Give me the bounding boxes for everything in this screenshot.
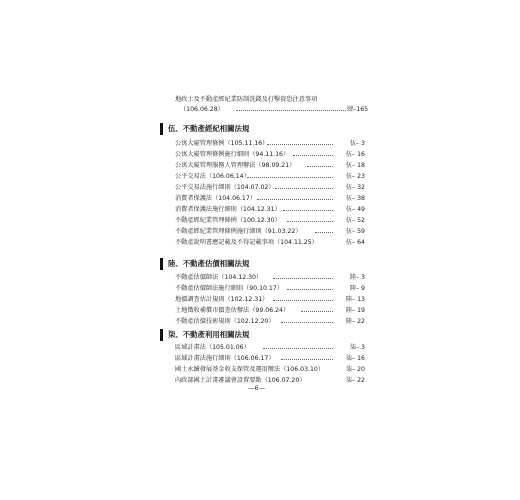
toc-entry-title: 公寓大廈管理服務人管理辦法（98.09.21） [175, 162, 296, 169]
toc-entry [175, 343, 365, 353]
section-title: 伍、不動產經紀相關法規 [168, 124, 250, 133]
toc-entry-title: 消費者保護法（104.06.17） [175, 195, 256, 202]
toc-entry [175, 317, 365, 327]
toc-entry-title: 不動產估價技術規則（102.12.20） [175, 318, 275, 325]
toc-leader-dots [287, 289, 333, 290]
toc-entry-page: 陸– 9 [349, 285, 365, 292]
section-title: 陸、不動產估價相關法規 [168, 259, 250, 268]
toc-entry [175, 194, 365, 204]
toc-entry-page: 柒– 3 [349, 344, 365, 351]
toc-entry-page: 伍– 52 [345, 217, 365, 224]
toc-entry [175, 183, 365, 193]
toc-entry-page: 柒– 22 [345, 377, 365, 384]
toc-leader-dots [301, 311, 333, 312]
toc-entry-page: 陸– 19 [345, 307, 365, 314]
toc-entry-page: 伍– 49 [345, 206, 365, 213]
toc-entry-title: 土地徵收補償市價查估辦法（99.06.24） [175, 307, 290, 314]
toc-entry-page: 陸– 22 [345, 318, 365, 325]
toc-leader-dots [287, 221, 333, 222]
toc-leader-dots [307, 166, 333, 167]
toc-entry-title: 不動產經紀業管理條例（100.12.30） [175, 217, 281, 224]
toc-entry [175, 306, 365, 316]
toc-entry [175, 273, 365, 283]
toc-entry-title: 區域計畫法（105.01.06） [175, 344, 250, 351]
section-marker [160, 258, 163, 270]
toc-entry-page: 伍– 18 [345, 162, 365, 169]
section-marker [160, 329, 163, 341]
toc-entry-date: （106.06.28） [180, 106, 224, 113]
toc-entry [175, 150, 365, 160]
toc-leader-dots [236, 110, 346, 111]
toc-entry-page: 伍– 38 [345, 195, 365, 202]
toc-entry-title: 不動產估價師法施行細則（90.10.17） [175, 285, 283, 292]
toc-leader-dots [257, 199, 333, 200]
toc-leader-dots [315, 232, 333, 233]
toc-entry-page: 陸– 13 [345, 296, 365, 303]
toc-leader-dots [283, 210, 333, 211]
page-number-footer: —6— [248, 385, 266, 392]
toc-entry-title: 不動產經紀業管理條例施行細則（91.03.22） [175, 228, 302, 235]
toc-entry [175, 139, 365, 149]
toc-entry [175, 216, 365, 226]
toc-entry-title: 區域計畫法施行細則（106.06.17） [175, 355, 275, 362]
toc-entry [175, 295, 365, 305]
toc-entry-title: 公平交易法施行細則（104.07.02） [175, 184, 275, 191]
toc-entry-title: 內政部國土計畫審議會設置要點（106.07.20） [175, 377, 306, 384]
toc-entry-page: 伍– 59 [345, 228, 365, 235]
toc-entry [175, 205, 365, 215]
toc-entry-title: 公平交易法（106.06.14） [175, 173, 250, 180]
toc-entry [175, 365, 365, 375]
toc-entry [175, 376, 365, 386]
toc-entry-page: 伍– 64 [345, 239, 365, 246]
section-title: 柒、不動產利用相關法規 [168, 330, 250, 339]
toc-leader-dots [275, 188, 333, 189]
toc-entry [175, 227, 365, 237]
toc-entry-title: 公寓大廈管理條例施行細則（94.11.16） [175, 151, 290, 158]
section-marker [160, 123, 163, 135]
toc-entry [175, 354, 365, 364]
toc-entry-page: 伍– 23 [345, 173, 365, 180]
toc-entry-page: 伍– 16 [345, 151, 365, 158]
toc-entry-page: 肆–165 [347, 106, 369, 113]
toc-entry-title: 不動產估價師法（104.12.30） [175, 274, 263, 281]
toc-entry-page: 伍– 32 [345, 184, 365, 191]
toc-entry-title: 地價調查估計規則（102.12.31） [175, 296, 269, 303]
toc-entry-page: 陸– 3 [349, 274, 365, 281]
toc-entry-page: 伍– 3 [349, 140, 365, 147]
toc-leader-dots [247, 177, 333, 178]
toc-leader-dots [281, 322, 333, 323]
toc-leader-dots [293, 155, 333, 156]
toc-entry [175, 238, 365, 248]
toc-leader-dots [263, 348, 333, 349]
toc-entry-page: 柒– 20 [345, 366, 365, 373]
toc-entry-title: 國土永續發展基金收支保管及運用辦法（106.03.10） [175, 366, 325, 373]
toc-entry-title: 公寓大廈管理條例（105.11.16） [175, 140, 269, 147]
toc-entry-title: 地政士及不動產經紀業防制洗錢及打擊資恐注意事項 [175, 96, 318, 103]
toc-leader-dots [273, 300, 333, 301]
toc-entry-page: 柒– 16 [345, 355, 365, 362]
toc-entry [175, 284, 365, 294]
toc-leader-dots [273, 278, 333, 279]
toc-entry [175, 161, 365, 171]
toc-entry-title: 消費者保護法施行細則（104.12.31） [175, 206, 281, 213]
toc-entry-title: 不動產說明書應記載及不得記載事項（104.11.25） [175, 239, 318, 246]
toc-leader-dots [281, 359, 333, 360]
toc-entry [175, 172, 365, 182]
toc-leader-dots [267, 144, 333, 145]
